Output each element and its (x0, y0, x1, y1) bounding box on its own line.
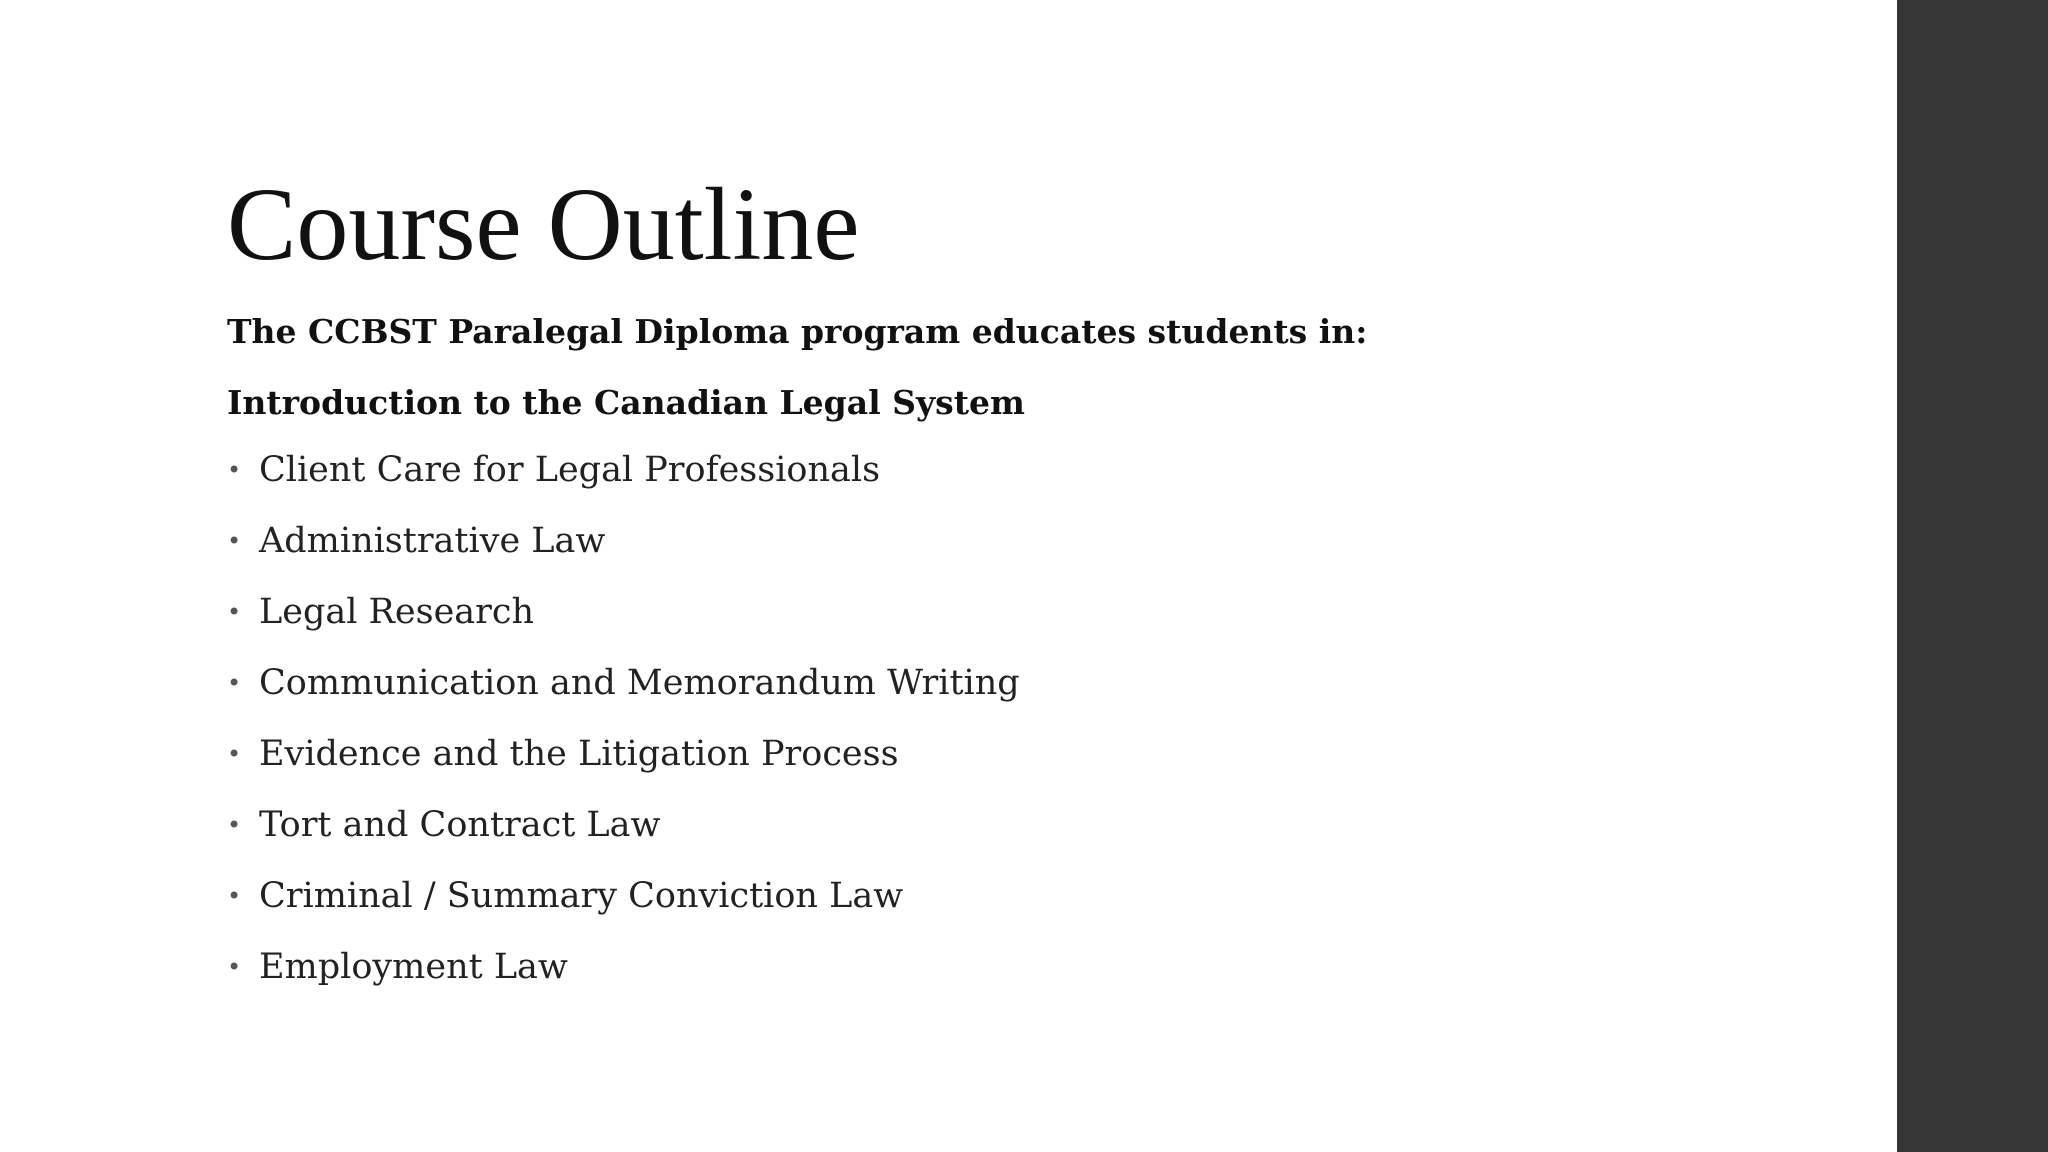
course-list (227, 442, 1827, 1010)
side-bar (1897, 0, 2048, 1152)
list-item (227, 931, 1827, 1002)
list-item (227, 576, 1827, 647)
bullet-icon: • (227, 455, 242, 484)
list-item-label: Client Care for Legal Professionals (259, 449, 881, 490)
slide-title: Course Outline (227, 167, 860, 282)
list-item-label: Tort and Contract Law (259, 804, 661, 845)
subheading-text: Introduction to the Canadian Legal System (227, 383, 1025, 422)
list-item (227, 434, 1827, 505)
list-item-label: Legal Research (259, 591, 535, 632)
list-item-label: Employment Law (259, 946, 568, 987)
list-item (227, 718, 1827, 789)
bullet-icon: • (227, 668, 242, 697)
list-item-label: Communication and Memorandum Writing (259, 662, 1020, 703)
bullet-icon: • (227, 952, 242, 981)
intro-text: The CCBST Paralegal Diploma program educates students in: (227, 312, 1368, 351)
list-item (227, 860, 1827, 931)
list-item-label: Criminal / Summary Conviction Law (259, 875, 904, 916)
list-item (227, 789, 1827, 860)
bullet-icon: • (227, 881, 242, 910)
bullet-icon: • (227, 810, 242, 839)
list-item-label: Administrative Law (259, 520, 606, 561)
list-item (227, 505, 1827, 576)
list-item-label: Evidence and the Litigation Process (259, 733, 899, 774)
bullet-icon: • (227, 526, 242, 555)
bullet-icon: • (227, 597, 242, 626)
bullet-icon: • (227, 739, 242, 768)
list-item (227, 647, 1827, 718)
slide-content (227, 300, 1827, 1010)
